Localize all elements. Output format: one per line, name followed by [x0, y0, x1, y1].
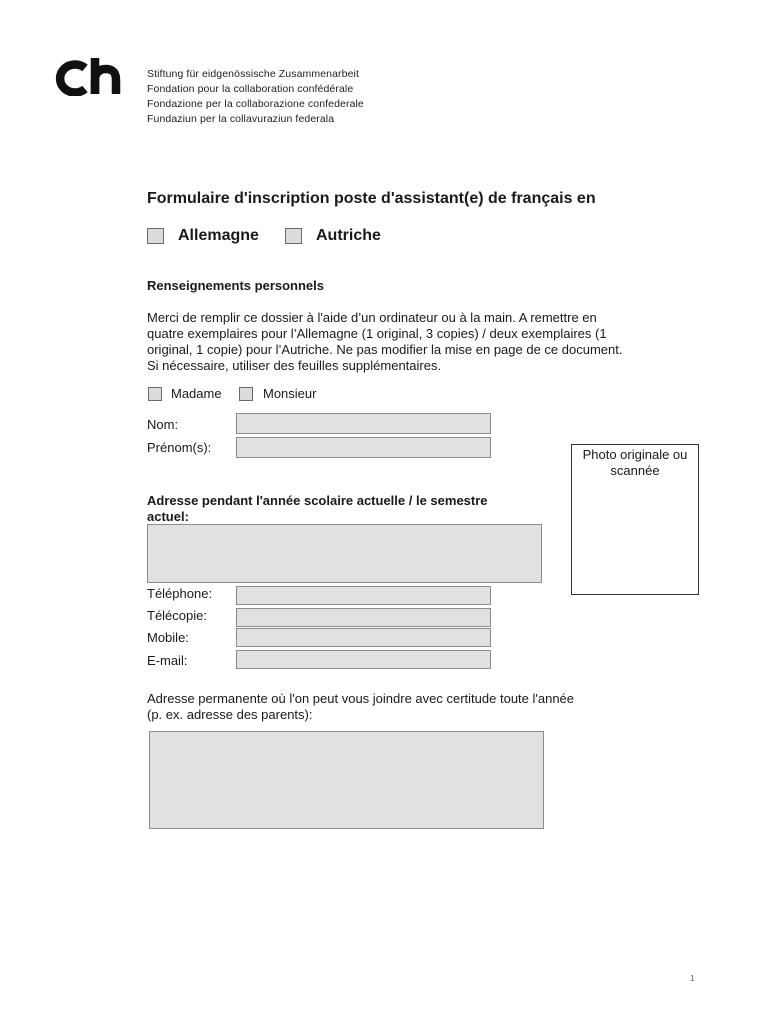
label-email: E-mail: — [147, 653, 188, 668]
current-address-heading-line: Adresse pendant l'année scolaire actuelle / le semestre — [147, 493, 488, 508]
instructions-line: quatre exemplaires pour l’Allemagne (1 original, 3 copies) / deux exemplaires (1 — [147, 326, 607, 341]
ch-logo — [54, 56, 130, 96]
photo-label-line: Photo originale ou — [582, 447, 688, 462]
label-allemagne: Allemagne — [178, 227, 259, 244]
org-line-rm: Fundaziun per la collavuraziun federala — [147, 113, 335, 125]
current-address-textarea[interactable] — [147, 524, 542, 583]
instructions-line: original, 1 copie) pour l’Autriche. Ne pas modifier la mise en page de ce document. — [147, 342, 623, 357]
organisation-names — [147, 67, 364, 127]
section-heading-personal: Renseignements personnels — [147, 278, 324, 293]
email-input[interactable] — [236, 650, 491, 669]
label-mobile: Mobile: — [147, 630, 189, 645]
telephone-input[interactable] — [236, 586, 491, 605]
permanent-address-label-line: Adresse permanente où l'on peut vous joindre avec certitude toute l'année — [147, 691, 575, 706]
current-address-heading — [147, 493, 488, 525]
prenom-input[interactable] — [236, 437, 491, 458]
photo-label-line: scannée — [610, 463, 660, 478]
label-madame: Madame — [171, 386, 222, 401]
label-monsieur: Monsieur — [263, 386, 317, 401]
form-title: Formulaire d'inscription poste d'assistant(e) de français en — [147, 190, 596, 207]
photo-box[interactable] — [571, 444, 699, 595]
label-prenom: Prénom(s): — [147, 440, 212, 455]
instructions-line: Si nécessaire, utiliser des feuilles supplémentaires. — [147, 358, 442, 373]
label-nom: Nom: — [147, 417, 179, 432]
org-line-it: Fondazione per la collaborazione confederale — [147, 98, 364, 110]
org-line-de: Stiftung für eidgenössische Zusammenarbeit — [147, 68, 359, 80]
permanent-address-textarea[interactable] — [149, 731, 544, 829]
nom-input[interactable] — [236, 413, 491, 434]
checkbox-madame[interactable] — [148, 387, 162, 401]
label-telephone: Téléphone: — [147, 586, 213, 601]
page-number: 1 — [690, 974, 695, 983]
current-address-heading-line: actuel: — [147, 509, 189, 524]
checkbox-autriche[interactable] — [285, 228, 302, 244]
checkbox-monsieur[interactable] — [239, 387, 253, 401]
telecopie-input[interactable] — [236, 608, 491, 627]
label-telecopie: Télécopie: — [147, 608, 207, 623]
checkbox-allemagne[interactable] — [147, 228, 164, 244]
instructions-paragraph — [147, 310, 687, 374]
label-autriche: Autriche — [316, 227, 381, 244]
mobile-input[interactable] — [236, 628, 491, 647]
instructions-line: Merci de remplir ce dossier à l'aide d’un ordinateur ou à la main. A remettre en — [147, 310, 597, 325]
org-line-fr: Fondation pour la collaboration confédérale — [147, 83, 354, 95]
permanent-address-label — [147, 691, 574, 723]
permanent-address-label-line: (p. ex. adresse des parents): — [147, 707, 313, 722]
